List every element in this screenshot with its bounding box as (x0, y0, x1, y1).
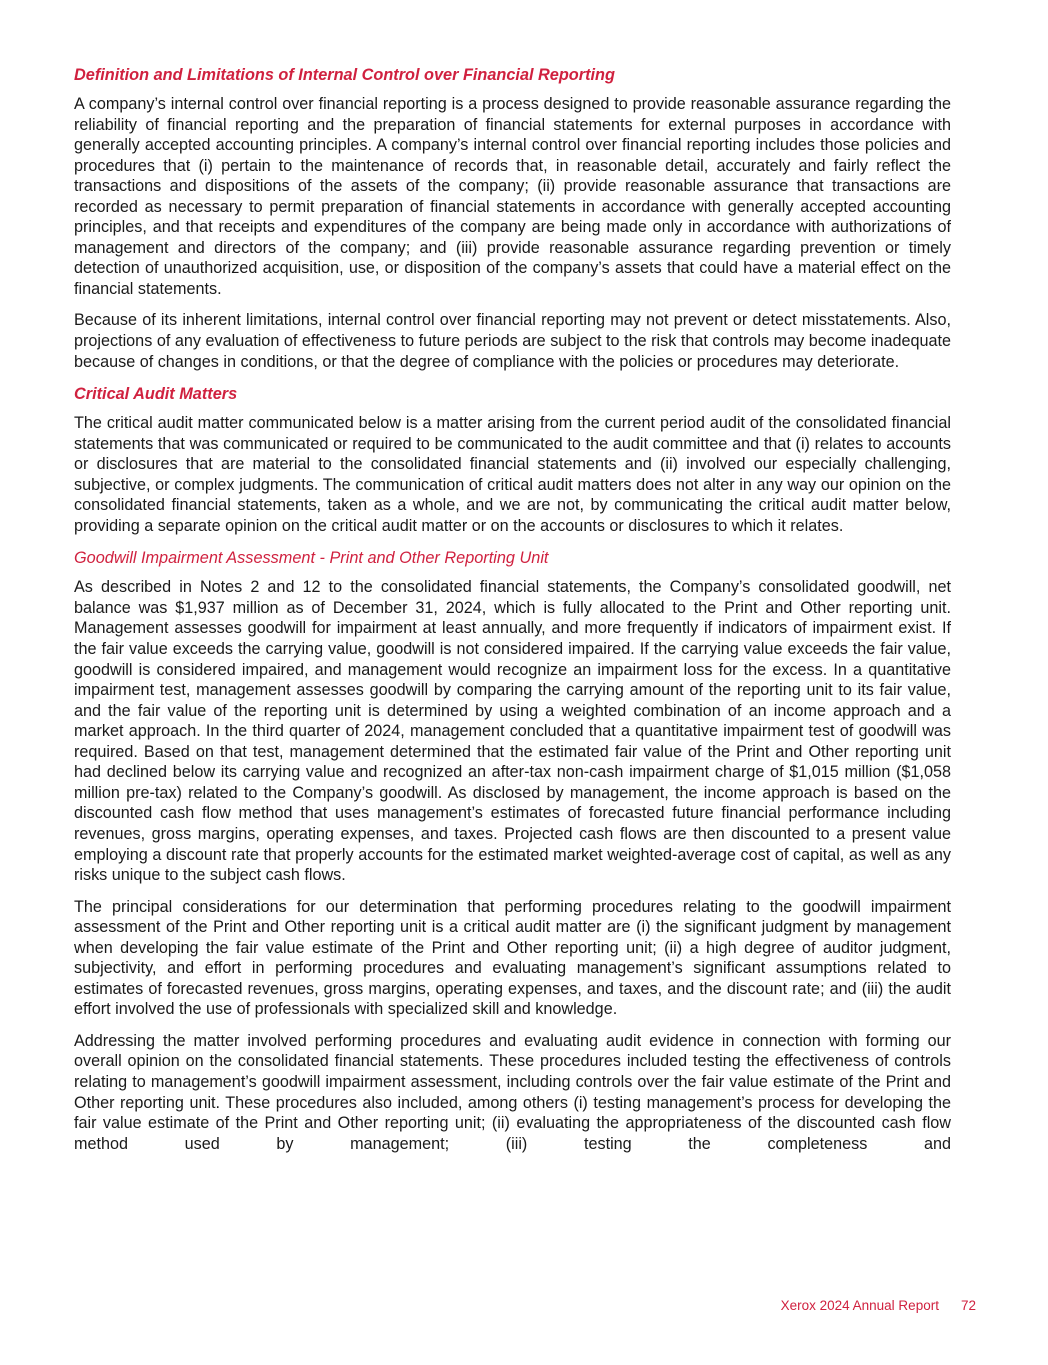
paragraph-internal-control-limitations: Because of its inherent limitations, internal control over financial reporting may not prevent or detect misstatements. Also, projections of any evaluation of effectiveness to future periods are subject to the risk that controls may become inadequate because of changes in conditions, or that the degree of compliance with the policies or procedures may deteriorate. (74, 311, 951, 371)
paragraph-internal-control-definition: A company’s internal control over financial reporting is a process designed to provide reasonable assurance regarding the reliability of financial reporting and the preparation of financial statements for external purposes in accordance with generally accepted accounting principles. A company’s internal control over financial reporting includes those policies and procedures that (i) pertain to the maintenance of records that, in reasonable detail, accurately and fairly reflect the transactions and dispositions of the assets of the company; (ii) provide reasonable assurance that transactions are recorded as necessary to permit preparation of financial statements in accordance with generally accepted accounting principles, and that receipts and expenditures of the company are being made only in accordance with authorizations of management and directors of the company; and (iii) provide reasonable assurance regarding prevention or timely detection of unauthorized acquisition, use, or disposition of the company’s assets that could have a material effect on the financial statements. (74, 95, 951, 298)
subheading-goodwill-impairment: Goodwill Impairment Assessment - Print and Other Reporting Unit (74, 549, 549, 568)
paragraph-goodwill-description: As described in Notes 2 and 12 to the consolidated financial statements, the Company’s consolidated goodwill, net balance was $1,937 million as of December 31, 2024, which is fully allocated to the Print and Other reporting unit. Management assesses goodwill for impairment at least annually, and more frequently if indicators of impairment exist. If the fair value exceeds the carrying value, goodwill is not considered impaired. If the carrying value exceeds the fair value, goodwill is considered impaired, and management would recognize an impairment loss for the excess. In a quantitative impairment test, management assesses goodwill by comparing the carrying amount of the reporting unit to its fair value, and the fair value of the reporting unit is determined by using a weighted combination of an income approach and a market approach. In the third quarter of 2024, management concluded that a quantitative impairment test of goodwill was required. Based on that test, management determined that the estimated fair value of the Print and Other reporting unit had declined below its carrying value and recognized an after-tax non-cash impairment charge of $1,015 million ($1,058 million pre-tax) related to the Company’s goodwill. As disclosed by management, the income approach is based on the discounted cash flow method that uses management’s estimates of forecasted future financial performance including revenues, gross margins, operating expenses, and taxes. Projected cash flows are then discounted to a present value employing a discount rate that properly accounts for the estimated market weighted-average cost of capital, as well as any risks unique to the subject cash flows. (74, 578, 951, 885)
document-page (74, 64, 951, 1165)
footer-page-number: 72 (960, 1298, 976, 1313)
page-footer (781, 1298, 976, 1313)
paragraph-principal-considerations: The principal considerations for our determination that performing procedures relating to the goodwill impairment assessment of the Print and Other reporting unit is a critical audit matter are (i) the significant judgment by management when developing the fair value estimate of the Print and Other reporting unit; (ii) a high degree of auditor judgment, subjectivity, and effort in performing procedures and evaluating management’s significant assumptions related to estimates of forecasted revenues, gross margins, operating expenses, and taxes, and the discount rate; and (iii) the audit effort involved the use of professionals with specialized skill and knowledge. (74, 897, 951, 1019)
footer-report-title: Xerox 2024 Annual Report (780, 1298, 939, 1313)
paragraph-critical-audit-matters: The critical audit matter communicated below is a matter arising from the current period audit of the consolidated financial statements that was communicated or required to be communicated to the audit committee and that (i) relates to accounts or disclosures that are material to the consolidated financial statements and (ii) involved our especially challenging, subjective, or complex judgments. The communication of critical audit matters does not alter in any way our opinion on the consolidated financial statements, taken as a whole, and we are not, by communicating the critical audit matter below, providing a separate opinion on the critical audit matter or on the accounts or disclosures to which it relates. (74, 414, 951, 535)
paragraph-addressing-matter: Addressing the matter involved performing procedures and evaluating audit evidence in connection with forming our overall opinion on the consolidated financial statements. These procedures included testing the effectiveness of controls relating to management’s goodwill impairment assessment, including controls over the fair value estimate of the Print and Other reporting unit. These procedures also included, among others (i) testing management’s process for developing the fair value estimate of the Print and Other reporting unit; (ii) evaluating the appropriateness of the discounted cash flow method used by management; (iii) testing the completeness and (74, 1031, 951, 1153)
section-heading-critical-audit-matters: Critical Audit Matters (74, 385, 238, 404)
section-heading-internal-control: Definition and Limitations of Internal Control over Financial Reporting (74, 66, 615, 84)
